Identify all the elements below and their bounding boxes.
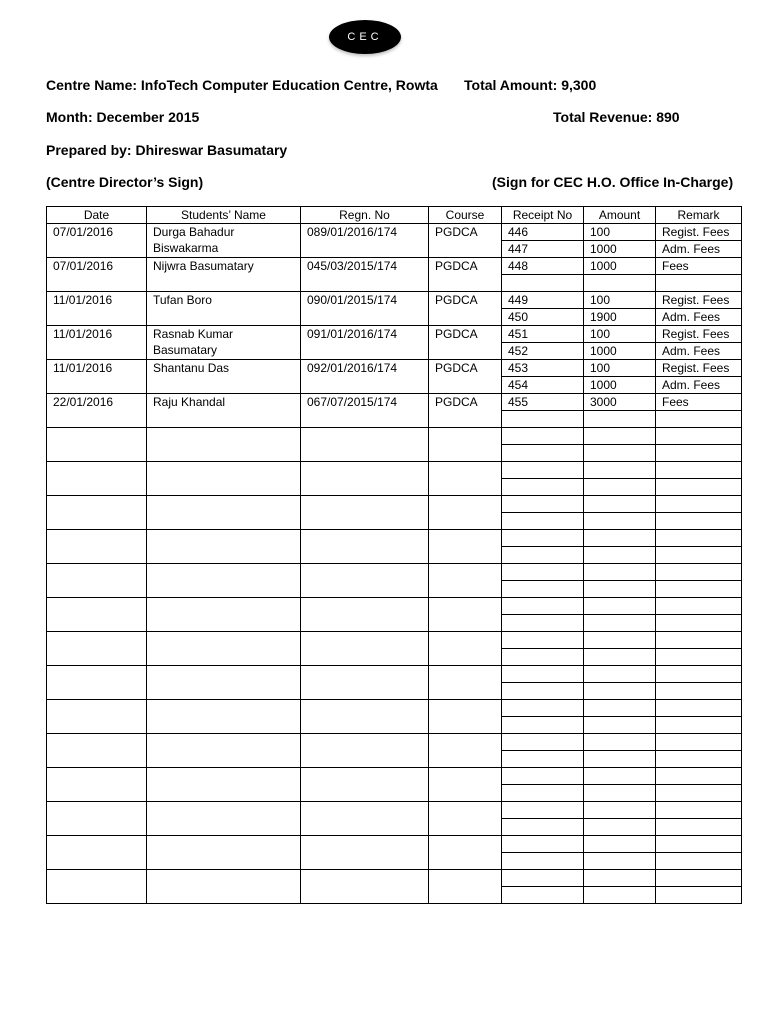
centre-name: Centre Name: InfoTech Computer Education Centre, Rowta — [46, 77, 438, 93]
remark-cell — [656, 632, 742, 649]
remark-cell — [656, 734, 742, 751]
remark-cell — [656, 751, 742, 768]
regn-no-cell: 091/01/2016/174 — [301, 326, 429, 360]
table-row — [47, 326, 742, 343]
regn-no-cell — [301, 734, 429, 768]
remark-cell: Adm. Fees — [656, 377, 742, 394]
amount-cell: 100 — [584, 224, 656, 241]
table-row — [47, 428, 742, 445]
regn-no-cell — [301, 700, 429, 734]
course-cell — [429, 768, 502, 802]
date-cell — [47, 530, 147, 564]
amount-cell: 1000 — [584, 258, 656, 275]
table-row — [47, 666, 742, 683]
student-name-cell: Rasnab Kumar Basumatary — [147, 326, 301, 360]
remark-cell — [656, 530, 742, 547]
remark-cell — [656, 615, 742, 632]
course-cell — [429, 802, 502, 836]
remark-cell — [656, 598, 742, 615]
amount-cell: 1000 — [584, 377, 656, 394]
table-row — [47, 292, 742, 309]
remark-cell — [656, 870, 742, 887]
receipt-no-cell — [502, 785, 584, 802]
remark-cell — [656, 683, 742, 700]
fee-ledger-table — [46, 206, 742, 904]
remark-cell: Fees — [656, 394, 742, 411]
amount-cell — [584, 853, 656, 870]
date-cell: 07/01/2016 — [47, 224, 147, 258]
student-name-cell — [147, 700, 301, 734]
column-header-regn-no: Regn. No — [301, 207, 429, 224]
student-name-cell — [147, 836, 301, 870]
amount-cell — [584, 513, 656, 530]
amount-cell — [584, 445, 656, 462]
student-name-cell — [147, 734, 301, 768]
regn-no-cell — [301, 802, 429, 836]
date-cell — [47, 564, 147, 598]
receipt-no-cell — [502, 768, 584, 785]
receipt-no-cell — [502, 513, 584, 530]
student-name-cell: Nijwra Basumatary — [147, 258, 301, 292]
table-row — [47, 836, 742, 853]
table-row — [47, 632, 742, 649]
student-name-cell — [147, 496, 301, 530]
remark-cell: Fees — [656, 258, 742, 275]
remark-cell — [656, 785, 742, 802]
table-header-row — [47, 207, 742, 224]
date-cell — [47, 598, 147, 632]
date-cell: 22/01/2016 — [47, 394, 147, 428]
amount-cell — [584, 785, 656, 802]
receipt-no-cell — [502, 275, 584, 292]
column-header-course: Course — [429, 207, 502, 224]
date-cell: 11/01/2016 — [47, 360, 147, 394]
table-row — [47, 768, 742, 785]
amount-cell — [584, 462, 656, 479]
amount-cell — [584, 734, 656, 751]
amount-cell — [584, 751, 656, 768]
remark-cell — [656, 853, 742, 870]
amount-cell — [584, 649, 656, 666]
remark-cell — [656, 428, 742, 445]
table-row — [47, 530, 742, 547]
logo-text: CEC — [347, 31, 383, 43]
column-header-student-name: Students’ Name — [147, 207, 301, 224]
remark-cell — [656, 411, 742, 428]
receipt-no-cell — [502, 836, 584, 853]
receipt-no-cell — [502, 598, 584, 615]
date-cell — [47, 428, 147, 462]
remark-cell: Regist. Fees — [656, 360, 742, 377]
date-cell — [47, 768, 147, 802]
student-name-cell — [147, 428, 301, 462]
column-header-amount: Amount — [584, 207, 656, 224]
amount-cell — [584, 683, 656, 700]
prepared-by: Prepared by: Dhireswar Basumatary — [46, 142, 288, 158]
amount-cell — [584, 411, 656, 428]
date-cell — [47, 666, 147, 700]
student-name-cell — [147, 632, 301, 666]
amount-cell — [584, 768, 656, 785]
receipt-no-cell — [502, 700, 584, 717]
total-revenue: Total Revenue: 890 — [553, 109, 680, 125]
amount-cell: 1000 — [584, 343, 656, 360]
remark-cell — [656, 700, 742, 717]
course-cell: PGDCA — [429, 292, 502, 326]
director-sign-label: (Centre Director’s Sign) — [46, 174, 204, 190]
receipt-no-cell — [502, 666, 584, 683]
course-cell: PGDCA — [429, 326, 502, 360]
amount-cell — [584, 717, 656, 734]
date-cell — [47, 836, 147, 870]
course-cell — [429, 632, 502, 666]
amount-cell: 1900 — [584, 309, 656, 326]
remark-cell — [656, 513, 742, 530]
table-row — [47, 802, 742, 819]
course-cell — [429, 462, 502, 496]
student-name-cell — [147, 802, 301, 836]
course-cell — [429, 700, 502, 734]
receipt-no-cell — [502, 496, 584, 513]
receipt-no-cell — [502, 411, 584, 428]
table-row — [47, 360, 742, 377]
total-amount: Total Amount: 9,300 — [464, 77, 597, 93]
remark-cell — [656, 479, 742, 496]
amount-cell — [584, 530, 656, 547]
remark-cell — [656, 717, 742, 734]
receipt-no-cell — [502, 870, 584, 887]
date-cell — [47, 462, 147, 496]
receipt-no-cell — [502, 632, 584, 649]
receipt-no-cell — [502, 428, 584, 445]
amount-cell — [584, 836, 656, 853]
amount-cell — [584, 666, 656, 683]
course-cell: PGDCA — [429, 224, 502, 258]
table-row — [47, 700, 742, 717]
regn-no-cell: 067/07/2015/174 — [301, 394, 429, 428]
student-name-cell — [147, 768, 301, 802]
amount-cell — [584, 887, 656, 904]
receipt-no-cell: 450 — [502, 309, 584, 326]
receipt-no-cell: 448 — [502, 258, 584, 275]
date-cell: 11/01/2016 — [47, 326, 147, 360]
remark-cell — [656, 445, 742, 462]
amount-cell — [584, 428, 656, 445]
student-name-cell: Durga Bahadur Biswakarma — [147, 224, 301, 258]
remark-cell — [656, 496, 742, 513]
receipt-no-cell: 451 — [502, 326, 584, 343]
receipt-no-cell — [502, 717, 584, 734]
receipt-no-cell: 455 — [502, 394, 584, 411]
amount-cell — [584, 598, 656, 615]
report-month: Month: December 2015 — [46, 109, 200, 125]
regn-no-cell: 092/01/2016/174 — [301, 360, 429, 394]
regn-no-cell: 089/01/2016/174 — [301, 224, 429, 258]
remark-cell — [656, 275, 742, 292]
column-header-receipt-no: Receipt No — [502, 207, 584, 224]
regn-no-cell — [301, 632, 429, 666]
amount-cell — [584, 700, 656, 717]
amount-cell — [584, 564, 656, 581]
receipt-no-cell: 452 — [502, 343, 584, 360]
remark-cell: Adm. Fees — [656, 309, 742, 326]
remark-cell — [656, 581, 742, 598]
table-row — [47, 224, 742, 241]
course-cell — [429, 870, 502, 904]
student-name-cell: Shantanu Das — [147, 360, 301, 394]
remark-cell — [656, 547, 742, 564]
table-row — [47, 870, 742, 887]
date-cell — [47, 700, 147, 734]
amount-cell — [584, 496, 656, 513]
student-name-cell — [147, 870, 301, 904]
column-header-remark: Remark — [656, 207, 742, 224]
course-cell — [429, 666, 502, 700]
amount-cell — [584, 819, 656, 836]
regn-no-cell — [301, 530, 429, 564]
cec-logo — [329, 20, 401, 54]
remark-cell — [656, 802, 742, 819]
table-row — [47, 394, 742, 411]
student-name-cell: Raju Khandal — [147, 394, 301, 428]
remark-cell: Adm. Fees — [656, 343, 742, 360]
amount-cell: 1000 — [584, 241, 656, 258]
date-cell — [47, 870, 147, 904]
receipt-no-cell — [502, 547, 584, 564]
remark-cell: Regist. Fees — [656, 326, 742, 343]
remark-cell — [656, 819, 742, 836]
receipt-no-cell — [502, 581, 584, 598]
course-cell: PGDCA — [429, 258, 502, 292]
date-cell: 11/01/2016 — [47, 292, 147, 326]
receipt-no-cell — [502, 530, 584, 547]
receipt-no-cell: 447 — [502, 241, 584, 258]
table-row — [47, 496, 742, 513]
amount-cell — [584, 275, 656, 292]
receipt-no-cell — [502, 445, 584, 462]
date-cell — [47, 734, 147, 768]
course-cell: PGDCA — [429, 394, 502, 428]
receipt-no-cell — [502, 615, 584, 632]
regn-no-cell: 045/03/2015/174 — [301, 258, 429, 292]
receipt-no-cell — [502, 683, 584, 700]
remark-cell: Regist. Fees — [656, 224, 742, 241]
regn-no-cell — [301, 768, 429, 802]
student-name-cell — [147, 462, 301, 496]
regn-no-cell — [301, 462, 429, 496]
table-row — [47, 598, 742, 615]
receipt-no-cell — [502, 819, 584, 836]
amount-cell: 3000 — [584, 394, 656, 411]
remark-cell — [656, 887, 742, 904]
regn-no-cell — [301, 870, 429, 904]
remark-cell: Regist. Fees — [656, 292, 742, 309]
receipt-no-cell — [502, 802, 584, 819]
course-cell — [429, 598, 502, 632]
amount-cell — [584, 615, 656, 632]
receipt-no-cell — [502, 751, 584, 768]
regn-no-cell — [301, 496, 429, 530]
student-name-cell — [147, 666, 301, 700]
receipt-no-cell: 446 — [502, 224, 584, 241]
table-row — [47, 564, 742, 581]
date-cell — [47, 496, 147, 530]
student-name-cell — [147, 564, 301, 598]
course-cell — [429, 734, 502, 768]
course-cell — [429, 836, 502, 870]
amount-cell: 100 — [584, 326, 656, 343]
remark-cell — [656, 666, 742, 683]
regn-no-cell: 090/01/2015/174 — [301, 292, 429, 326]
table-row — [47, 462, 742, 479]
course-cell — [429, 496, 502, 530]
amount-cell: 100 — [584, 360, 656, 377]
receipt-no-cell — [502, 462, 584, 479]
amount-cell — [584, 581, 656, 598]
remark-cell — [656, 649, 742, 666]
receipt-no-cell — [502, 734, 584, 751]
amount-cell — [584, 479, 656, 496]
amount-cell — [584, 870, 656, 887]
amount-cell: 100 — [584, 292, 656, 309]
date-cell — [47, 632, 147, 666]
student-name-cell: Tufan Boro — [147, 292, 301, 326]
regn-no-cell — [301, 564, 429, 598]
remark-cell — [656, 462, 742, 479]
regn-no-cell — [301, 666, 429, 700]
remark-cell — [656, 564, 742, 581]
amount-cell — [584, 547, 656, 564]
remark-cell — [656, 768, 742, 785]
ledger-body — [47, 224, 742, 904]
date-cell: 07/01/2016 — [47, 258, 147, 292]
table-row — [47, 734, 742, 751]
remark-cell — [656, 836, 742, 853]
receipt-no-cell — [502, 564, 584, 581]
course-cell — [429, 530, 502, 564]
receipt-no-cell — [502, 887, 584, 904]
amount-cell — [584, 632, 656, 649]
receipt-no-cell — [502, 853, 584, 870]
receipt-no-cell: 454 — [502, 377, 584, 394]
course-cell — [429, 428, 502, 462]
regn-no-cell — [301, 428, 429, 462]
table-row — [47, 258, 742, 275]
student-name-cell — [147, 598, 301, 632]
receipt-no-cell — [502, 479, 584, 496]
student-name-cell — [147, 530, 301, 564]
remark-cell: Adm. Fees — [656, 241, 742, 258]
date-cell — [47, 802, 147, 836]
column-header-date: Date — [47, 207, 147, 224]
receipt-no-cell: 449 — [502, 292, 584, 309]
regn-no-cell — [301, 836, 429, 870]
regn-no-cell — [301, 598, 429, 632]
ho-sign-label: (Sign for CEC H.O. Office In-Charge) — [492, 174, 734, 190]
receipt-no-cell — [502, 649, 584, 666]
amount-cell — [584, 802, 656, 819]
receipt-no-cell: 453 — [502, 360, 584, 377]
course-cell — [429, 564, 502, 598]
course-cell: PGDCA — [429, 360, 502, 394]
